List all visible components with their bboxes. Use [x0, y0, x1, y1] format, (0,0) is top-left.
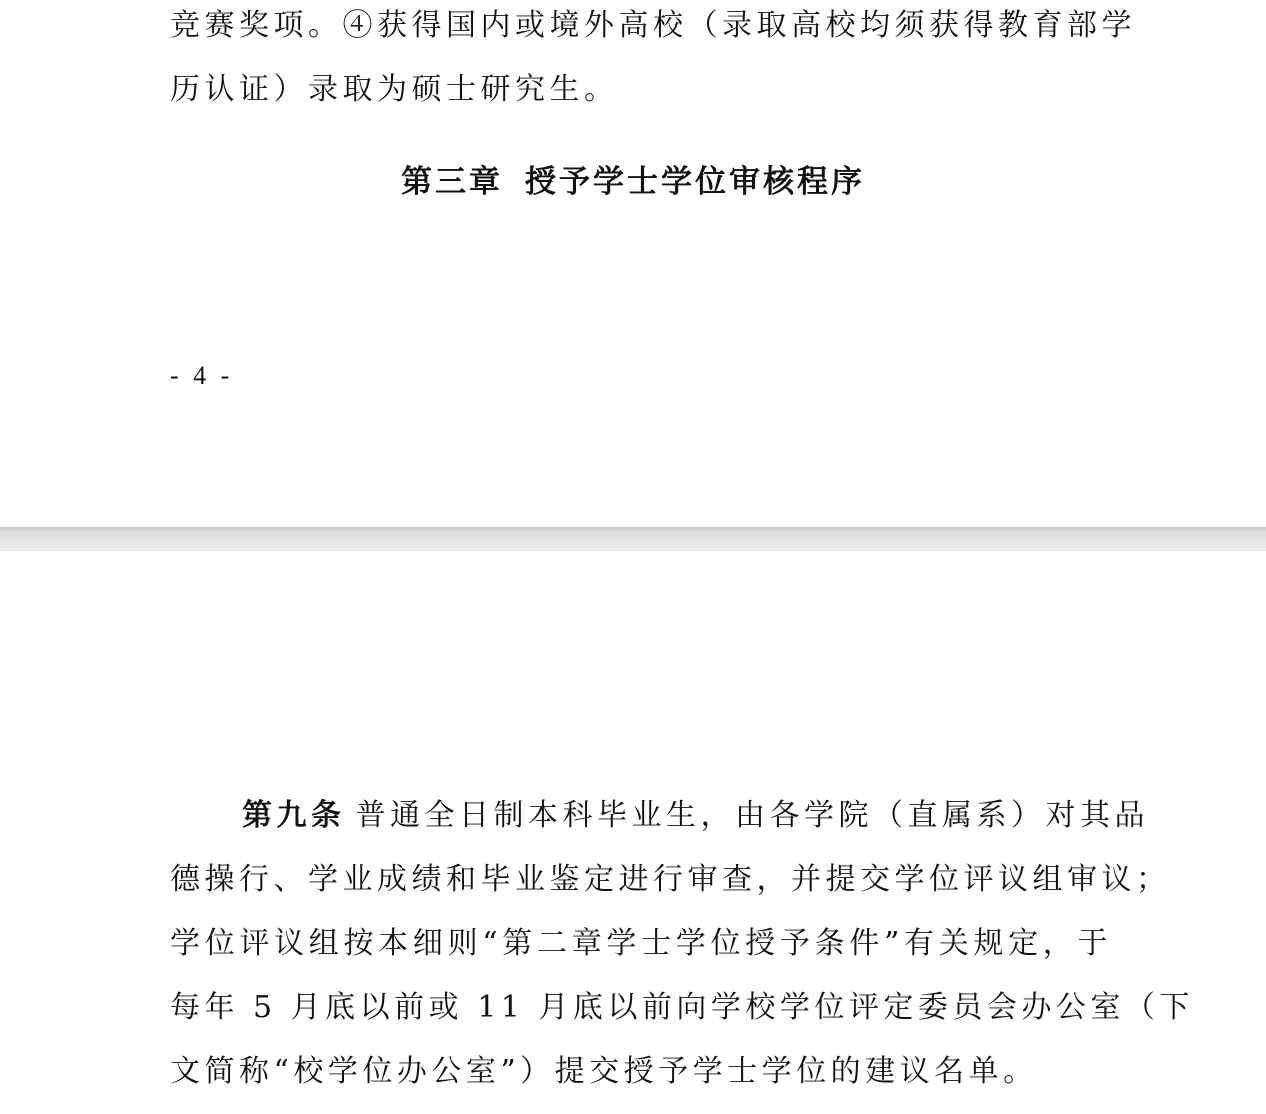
page-gap-shadow	[0, 527, 1266, 551]
article-label: 第九条	[242, 798, 346, 833]
document-page-bottom	[0, 551, 1266, 1114]
body-text-line: 文简称“校学位办公室”）提交授予学士学位的建议名单。	[170, 1054, 1038, 1089]
chapter-title: 授予学士学位审核程序	[525, 164, 865, 200]
body-text-line: 每年 5 月底以前或 11 月底以前向学校学位评定委员会办公室（下	[170, 990, 1194, 1025]
page-number: - 4 -	[170, 361, 234, 390]
body-text-line: 竞赛奖项。④获得国内或境外高校（录取高校均须获得教育部学	[170, 8, 1136, 43]
body-text-line: 学位评议组按本细则“第二章学士学位授予条件”有关规定，于	[170, 926, 1112, 961]
document-page-top	[0, 0, 1266, 527]
chapter-heading	[0, 162, 1266, 202]
article-first-line-text: 普通全日制本科毕业生，由各学院（直属系）对其品	[355, 798, 1149, 833]
body-text-line: 德操行、学业成绩和毕业鉴定进行审查，并提交学位评议组审议；	[170, 862, 1171, 897]
body-text-line: 历认证）录取为硕士研究生。	[170, 72, 619, 107]
article-first-line	[170, 796, 1149, 836]
chapter-number: 第三章	[401, 164, 503, 200]
